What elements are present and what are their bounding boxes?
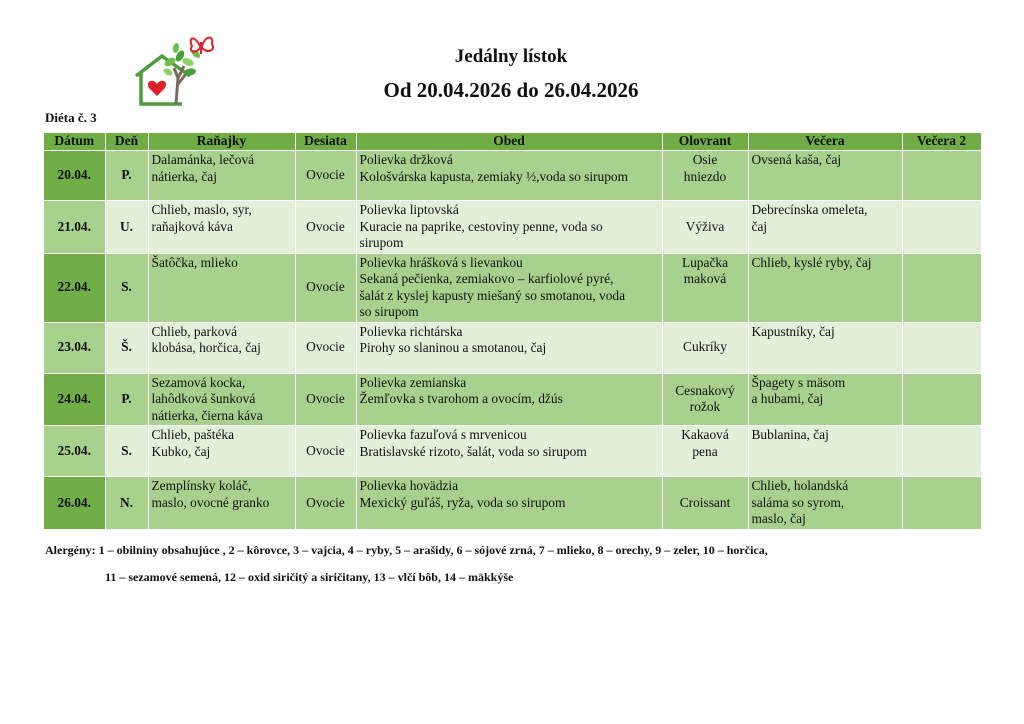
table-row bbox=[44, 322, 981, 373]
column-header: Dátum bbox=[44, 133, 105, 151]
olovrant-cell-line: Cesnakový bbox=[675, 382, 735, 398]
table-row bbox=[44, 477, 981, 529]
breakfast-cell-line: klobása, horčica, čaj bbox=[151, 340, 261, 355]
breakfast-cell bbox=[148, 426, 295, 477]
lunch-cell bbox=[356, 477, 662, 529]
olovrant-cell-line: hniezdo bbox=[683, 168, 727, 184]
dinner-cell-line: Ovsená kaša, čaj bbox=[751, 152, 842, 167]
day-cell: S. bbox=[105, 253, 148, 322]
day-cell: Š. bbox=[105, 322, 148, 373]
breakfast-cell bbox=[148, 253, 295, 322]
snack-cell: Ovocie bbox=[295, 426, 356, 477]
olovrant-cell-line: Lupačka bbox=[681, 254, 729, 270]
day-cell: U. bbox=[105, 201, 148, 254]
column-header: Deň bbox=[105, 133, 148, 151]
breakfast-cell bbox=[148, 373, 295, 426]
dinner-cell-line: čaj bbox=[751, 218, 768, 234]
breakfast-cell-line: nátierka, čierna káva bbox=[151, 407, 263, 423]
lunch-cell-line: so sirupom bbox=[359, 304, 419, 319]
breakfast-cell-line: raňajková káva bbox=[151, 218, 233, 234]
dinner2-cell bbox=[902, 426, 981, 477]
dinner-cell-line: Debrecínska omeleta, bbox=[751, 202, 868, 217]
olovrant-cell-line: pena bbox=[692, 443, 718, 459]
breakfast-cell-line: Sezamová kocka, bbox=[151, 374, 246, 390]
breakfast-cell-line: Kubko, čaj bbox=[151, 443, 211, 459]
dinner-cell-line: a hubami, čaj bbox=[751, 391, 824, 406]
day-cell: S. bbox=[105, 426, 148, 477]
olovrant-cell-line: rožok bbox=[689, 399, 721, 415]
lunch-cell-line: Polievka liptovská bbox=[359, 202, 459, 217]
column-header: Olovrant bbox=[662, 133, 748, 151]
olovrant-cell bbox=[662, 253, 748, 322]
table-header-row bbox=[44, 133, 981, 151]
date-cell: 25.04. bbox=[44, 426, 105, 477]
snack-cell: Ovocie bbox=[295, 201, 356, 254]
dinner2-cell bbox=[902, 151, 981, 201]
dinner2-cell bbox=[902, 477, 981, 529]
breakfast-cell-line: Zemplínsky koláč, bbox=[151, 478, 252, 493]
olovrant-cell-line: Kakaová bbox=[681, 427, 729, 442]
lunch-cell-line: Mexický guľáš, ryža, voda so sirupom bbox=[359, 494, 566, 510]
breakfast-cell-line: Chlieb, maslo, syr, bbox=[151, 202, 252, 217]
olovrant-cell bbox=[662, 373, 748, 426]
lunch-cell-line: Polievka richtárska bbox=[359, 323, 463, 339]
olovrant-cell-line: Croissant bbox=[679, 494, 731, 510]
lunch-cell-line: Kološvárska kapusta, zemiaky ½,voda so sirupom bbox=[359, 168, 629, 184]
lunch-cell-line: Sekaná pečienka, zemiakovo – karfiolové pyré, bbox=[359, 271, 614, 286]
olovrant-cell-line: Cukríky bbox=[683, 339, 727, 355]
lunch-cell bbox=[356, 322, 662, 373]
dinner2-cell bbox=[902, 373, 981, 426]
date-cell: 21.04. bbox=[44, 201, 105, 254]
breakfast-cell bbox=[148, 201, 295, 254]
date-cell: 22.04. bbox=[44, 253, 105, 322]
dinner2-cell bbox=[902, 253, 981, 322]
menu-table bbox=[44, 133, 982, 529]
allergens-line-1: Alergény: 1 – obilniny obsahujúce , 2 – kôrovce, 3 – vajcia, 4 – ryby, 5 – arašidy, 6 – sójové zrná, 7 – mlieko, 8 – orechy, 9 – zeler, 10 – horčica, bbox=[45, 543, 768, 557]
lunch-cell-line: sirupom bbox=[359, 235, 404, 250]
lunch-cell-line: Bratislavské rizoto, šalát, voda so sirupom bbox=[359, 443, 587, 459]
olovrant-cell bbox=[662, 426, 748, 477]
day-cell: P. bbox=[105, 151, 148, 201]
snack-cell: Ovocie bbox=[295, 151, 356, 201]
snack-cell: Ovocie bbox=[295, 373, 356, 426]
olovrant-cell bbox=[662, 322, 748, 373]
snack-cell: Ovocie bbox=[295, 477, 356, 529]
dinner2-cell bbox=[902, 201, 981, 254]
dinner-cell-line: saláma so syrom, bbox=[751, 494, 845, 510]
breakfast-cell bbox=[148, 322, 295, 373]
lunch-cell bbox=[356, 253, 662, 322]
dinner-cell-line: Kapustníky, čaj bbox=[751, 323, 835, 339]
allergens-line-2: 11 – sezamové semená, 12 – oxid siričitý a siričitany, 13 – vlčí bôb, 14 – mäkkýše bbox=[105, 570, 514, 584]
lunch-cell-line: Polievka zemianska bbox=[359, 374, 467, 390]
lunch-cell bbox=[356, 201, 662, 254]
olovrant-cell bbox=[662, 201, 748, 254]
olovrant-cell bbox=[662, 151, 748, 201]
lunch-cell-line: Polievka hovädzia bbox=[359, 478, 459, 493]
lunch-cell-line: Polievka fazuľová s mrvenicou bbox=[359, 427, 527, 442]
dinner-cell-line: Bublanina, čaj bbox=[751, 427, 829, 442]
lunch-cell-line: Kuracie na paprike, cestoviny penne, voda so bbox=[359, 218, 603, 234]
column-header: Obed bbox=[356, 133, 662, 151]
table-row bbox=[44, 373, 981, 426]
dinner-cell-line: Špagety s mäsom bbox=[751, 374, 846, 390]
olovrant-cell-line: maková bbox=[683, 271, 727, 286]
lunch-cell bbox=[356, 373, 662, 426]
dinner-cell-line: Chlieb, kyslé ryby, čaj bbox=[751, 254, 872, 270]
column-header: Večera bbox=[748, 133, 902, 151]
date-cell: 24.04. bbox=[44, 373, 105, 426]
snack-cell: Ovocie bbox=[295, 253, 356, 322]
lunch-cell-line: Žemľovka s tvarohom a ovocím, džús bbox=[359, 391, 563, 406]
dinner-cell bbox=[748, 253, 902, 322]
lunch-cell-line: Polievka držková bbox=[359, 152, 453, 167]
diet-label: Diéta č. 3 bbox=[45, 110, 97, 125]
breakfast-cell-line: Dalamánka, lečová bbox=[151, 152, 255, 167]
column-header: Raňajky bbox=[148, 133, 295, 151]
dinner-cell bbox=[748, 151, 902, 201]
breakfast-cell bbox=[148, 477, 295, 529]
table-row bbox=[44, 253, 981, 322]
dinner2-cell bbox=[902, 322, 981, 373]
olovrant-cell bbox=[662, 477, 748, 529]
lunch-cell bbox=[356, 426, 662, 477]
column-header: Desiata bbox=[295, 133, 356, 151]
olovrant-cell-line: Osie bbox=[692, 152, 718, 167]
lunch-cell-line: Pirohy so slaninou a smotanou, čaj bbox=[359, 340, 547, 355]
dinner-cell bbox=[748, 322, 902, 373]
dinner-cell-line: Chlieb, holandská bbox=[751, 478, 849, 493]
table-row bbox=[44, 201, 981, 254]
dinner-cell-line: maslo, čaj bbox=[751, 511, 806, 526]
snack-cell: Ovocie bbox=[295, 322, 356, 373]
breakfast-cell-line: Chlieb, parková bbox=[151, 323, 238, 339]
table-row bbox=[44, 151, 981, 201]
breakfast-cell-line: lahôdková šunková bbox=[151, 391, 256, 406]
olovrant-cell-line: Výživa bbox=[685, 218, 725, 234]
dinner-cell bbox=[748, 426, 902, 477]
date-cell: 26.04. bbox=[44, 477, 105, 529]
table-row bbox=[44, 426, 981, 477]
breakfast-cell bbox=[148, 151, 295, 201]
date-cell: 20.04. bbox=[44, 151, 105, 201]
date-range: Od 20.04.2026 do 26.04.2026 bbox=[383, 78, 639, 102]
breakfast-cell-line: Šatôčka, mlieko bbox=[151, 254, 238, 270]
menu-table-body bbox=[44, 151, 981, 529]
dinner-cell bbox=[748, 201, 902, 254]
day-cell: N. bbox=[105, 477, 148, 529]
lunch-cell-line: Polievka hrášková s lievankou bbox=[359, 254, 523, 270]
breakfast-cell-line: Chlieb, paštéka bbox=[151, 427, 235, 442]
dinner-cell bbox=[748, 477, 902, 529]
dinner-cell bbox=[748, 373, 902, 426]
column-header: Večera 2 bbox=[902, 133, 981, 151]
day-cell: P. bbox=[105, 373, 148, 426]
page-title: Jedálny lístok bbox=[454, 46, 568, 67]
breakfast-cell-line: maslo, ovocné granko bbox=[151, 494, 270, 510]
lunch-cell-line: šalát z kyslej kapusty miešaný so smotanou, voda bbox=[359, 287, 626, 303]
breakfast-cell-line: nátierka, čaj bbox=[151, 168, 217, 184]
lunch-cell bbox=[356, 151, 662, 201]
date-cell: 23.04. bbox=[44, 322, 105, 373]
